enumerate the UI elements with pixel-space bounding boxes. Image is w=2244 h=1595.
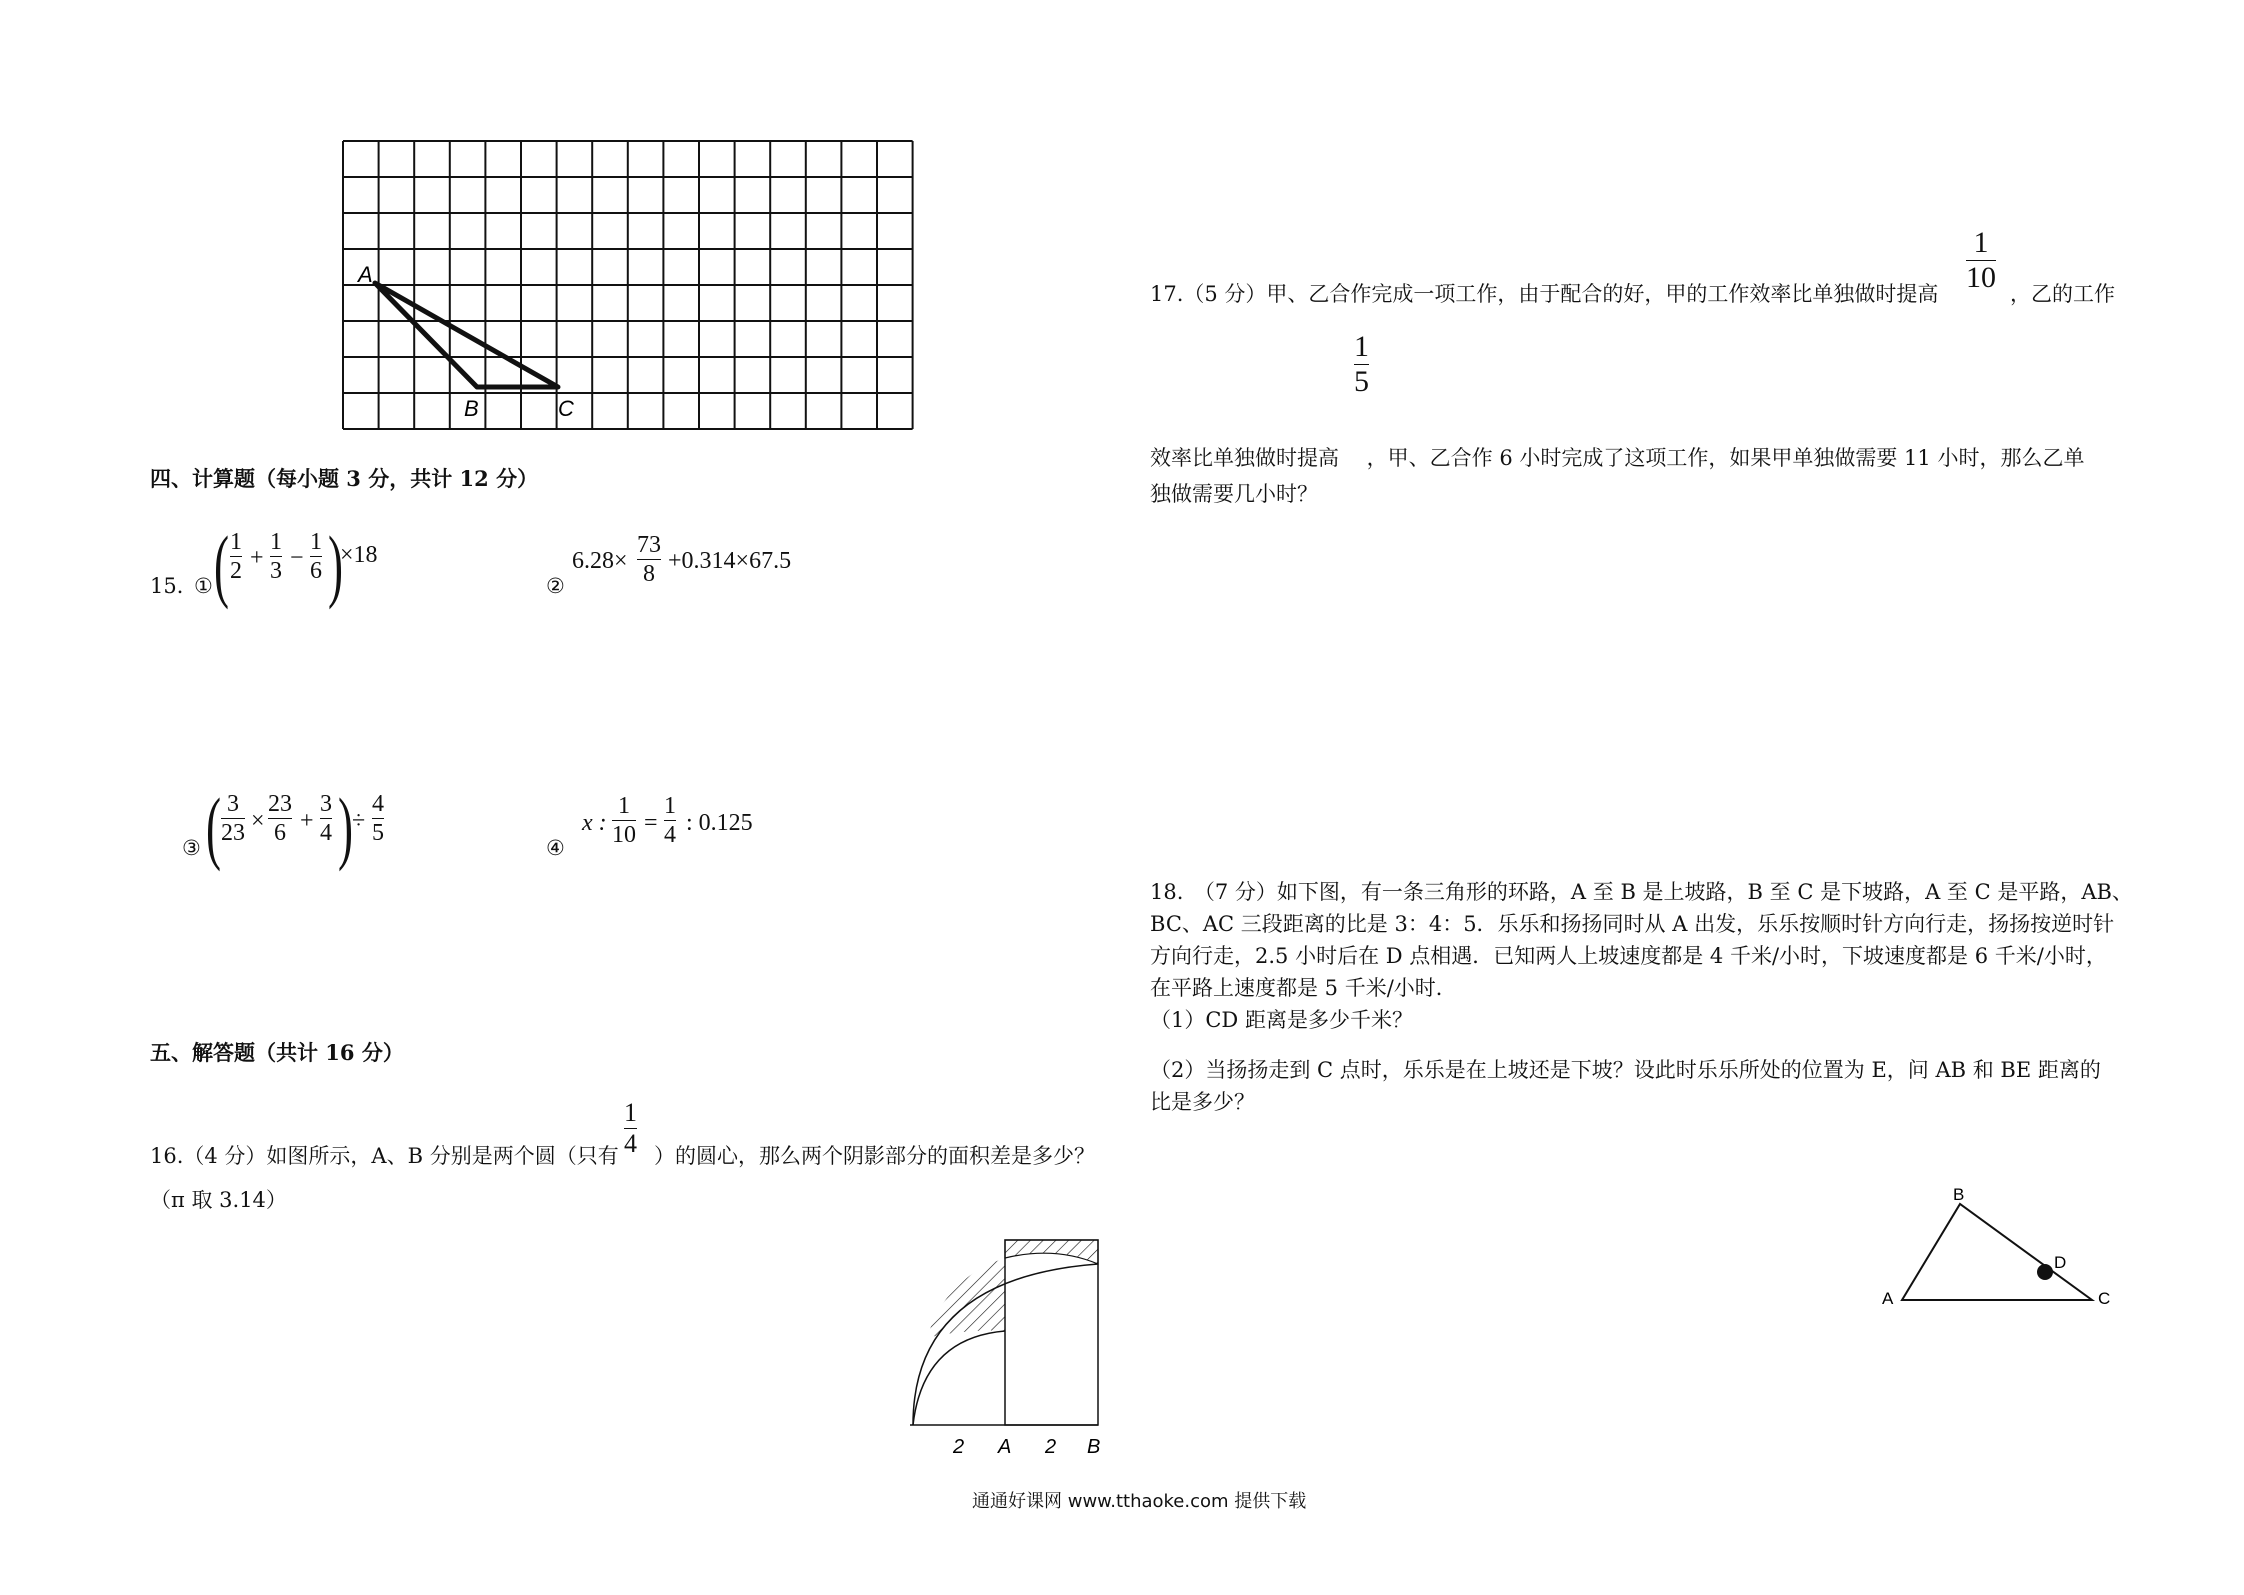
footer-text: 通通好课网 www.tthaoke.com 提供下载 [972,1491,1307,1512]
q18-sub1: （1）CD 距离是多少千米？ [1150,1008,1413,1032]
q15-part4-marker: ④ [546,836,565,860]
q15-part3-open-paren: ( [206,781,222,872]
q16-label-b: B [1087,1436,1101,1458]
q18-label-d: D [2054,1253,2067,1272]
q15-part4-tail: : 0.125 [686,810,753,836]
q16-inner-arc [913,1331,1005,1425]
q15-part2-frac: 73 8 [637,532,661,587]
q18-label-a: A [1882,1289,1894,1306]
q15-part1-frac2: 1 3 [270,529,282,584]
q18-point-d [2037,1264,2053,1280]
q15-part3-op1: × [251,808,265,834]
q18-triangle [1902,1204,2092,1300]
q15-part3-frac3: 3 4 [320,791,332,846]
q15-part2-tail: +0.314×67.5 [668,548,792,574]
q15-part3-op2: + [300,808,314,834]
triangle-abc [375,283,558,387]
q15-part3-frac1: 3 23 [221,791,245,846]
q15-part3-op3: ÷ [352,808,366,834]
q17-line1-after: ，乙的工作 [2010,282,2115,306]
grid-label-c: C [558,396,574,421]
q15-part2-marker: ② [546,574,565,598]
q15-part3-frac2: 23 6 [268,791,292,846]
q15-part1-op2: − [290,545,304,571]
q18-line3: 方向行走，2.5 小时后在 D 点相遇．已知两人上坡速度都是 4 千米/小时，下坡速度都是 6 千米/小时， [1150,944,2107,968]
q18-sub2-line1: （2）当扬扬走到 C 点时，乐乐是在上坡还是下坡？设此时乐乐所处的位置为 E，问 AB 和 BE 距离的 [1150,1058,2101,1082]
q17-fraction-tenth: 1 10 [1966,226,1996,294]
q17-line2: 效率比单独做时提高 ，甲、乙合作 6 小时完成了这项工作，如果甲单独做需要 11 小时，那么乙单 [1150,446,2085,470]
q18-label-b: B [1953,1186,1965,1204]
grid-label-a: A [358,262,373,287]
q15-number: 15． [150,574,198,598]
q16-label-a: A [998,1436,1012,1458]
q16-line2: （π 取 3.14） [150,1188,287,1212]
q15-part4-lead: x : [582,810,607,836]
q18-triangle-figure [1870,1186,2120,1306]
q18-line4: 在平路上速度都是 5 千米/小时． [1150,976,1457,1000]
grid-lines [343,141,913,429]
q18-sub2-line2: 比是多少？ [1150,1090,1255,1114]
section-5-heading: 五、解答题（共计 16 分） [150,1040,404,1065]
q16-label-2a: 2 [953,1436,965,1458]
q16-line1-before: 16.（4 分）如图所示，A、B 分别是两个圆（只有 [150,1144,619,1168]
q18-line2: BC、AC 三段距离的比是 3：4：5．乐乐和扬扬同时从 A 出发，乐乐按顺时针方向行走，扬扬按逆时针 [1150,912,2115,936]
q18-line1: 18. （7 分）如下图，有一条三角形的环路，A 至 B 是上坡路，B 至 C 是下坡路，A 至 C 是平路，AB、 [1150,880,2133,904]
q15-part2-lead: 6.28× [572,548,628,574]
grid-label-b: B [464,396,479,421]
q15-part3-frac4: 4 5 [372,791,384,846]
q15-part1-frac3: 1 6 [310,529,322,584]
q15-part3-marker: ③ [182,836,201,860]
grid-triangle-figure [330,132,930,442]
q15-part1-marker: ① [194,574,213,598]
q16-square [1005,1240,1098,1425]
q15-part1-frac1: 1 2 [230,529,242,584]
q15-part1-close-paren: ) [328,519,344,610]
q15-part4-frac1: 1 10 [612,793,636,848]
q15-part1-op1: + [250,545,264,571]
q16-fraction-quarter: 1 4 [624,1098,637,1158]
q17-fraction-fifth: 1 5 [1354,330,1369,398]
q16-circles-figure [905,1238,1125,1458]
q16-shaded-region-right [1005,1240,1098,1264]
q17-line1-before: 17.（5 分）甲、乙合作完成一项工作，由于配合的好，甲的工作效率比单独做时提高 [1150,282,1939,306]
q15-part1-open-paren: ( [214,519,230,610]
q16-label-2b: 2 [1045,1436,1057,1458]
q15-part3-close-paren: ) [338,781,354,872]
q15-part1-tail: ×18 [340,542,378,568]
section-4-heading: 四、计算题（每小题 3 分，共计 12 分） [150,466,539,491]
q17-line3: 独做需要几小时？ [1150,482,1318,506]
q16-shaded-region-left [927,1258,1005,1338]
q18-label-c: C [2098,1289,2111,1306]
q16-line1-after: ）的圆心，那么两个阴影部分的面积差是多少？ [654,1144,1095,1168]
q15-part4-frac2: 1 4 [664,793,676,848]
q15-part4-eq: = [644,810,658,836]
